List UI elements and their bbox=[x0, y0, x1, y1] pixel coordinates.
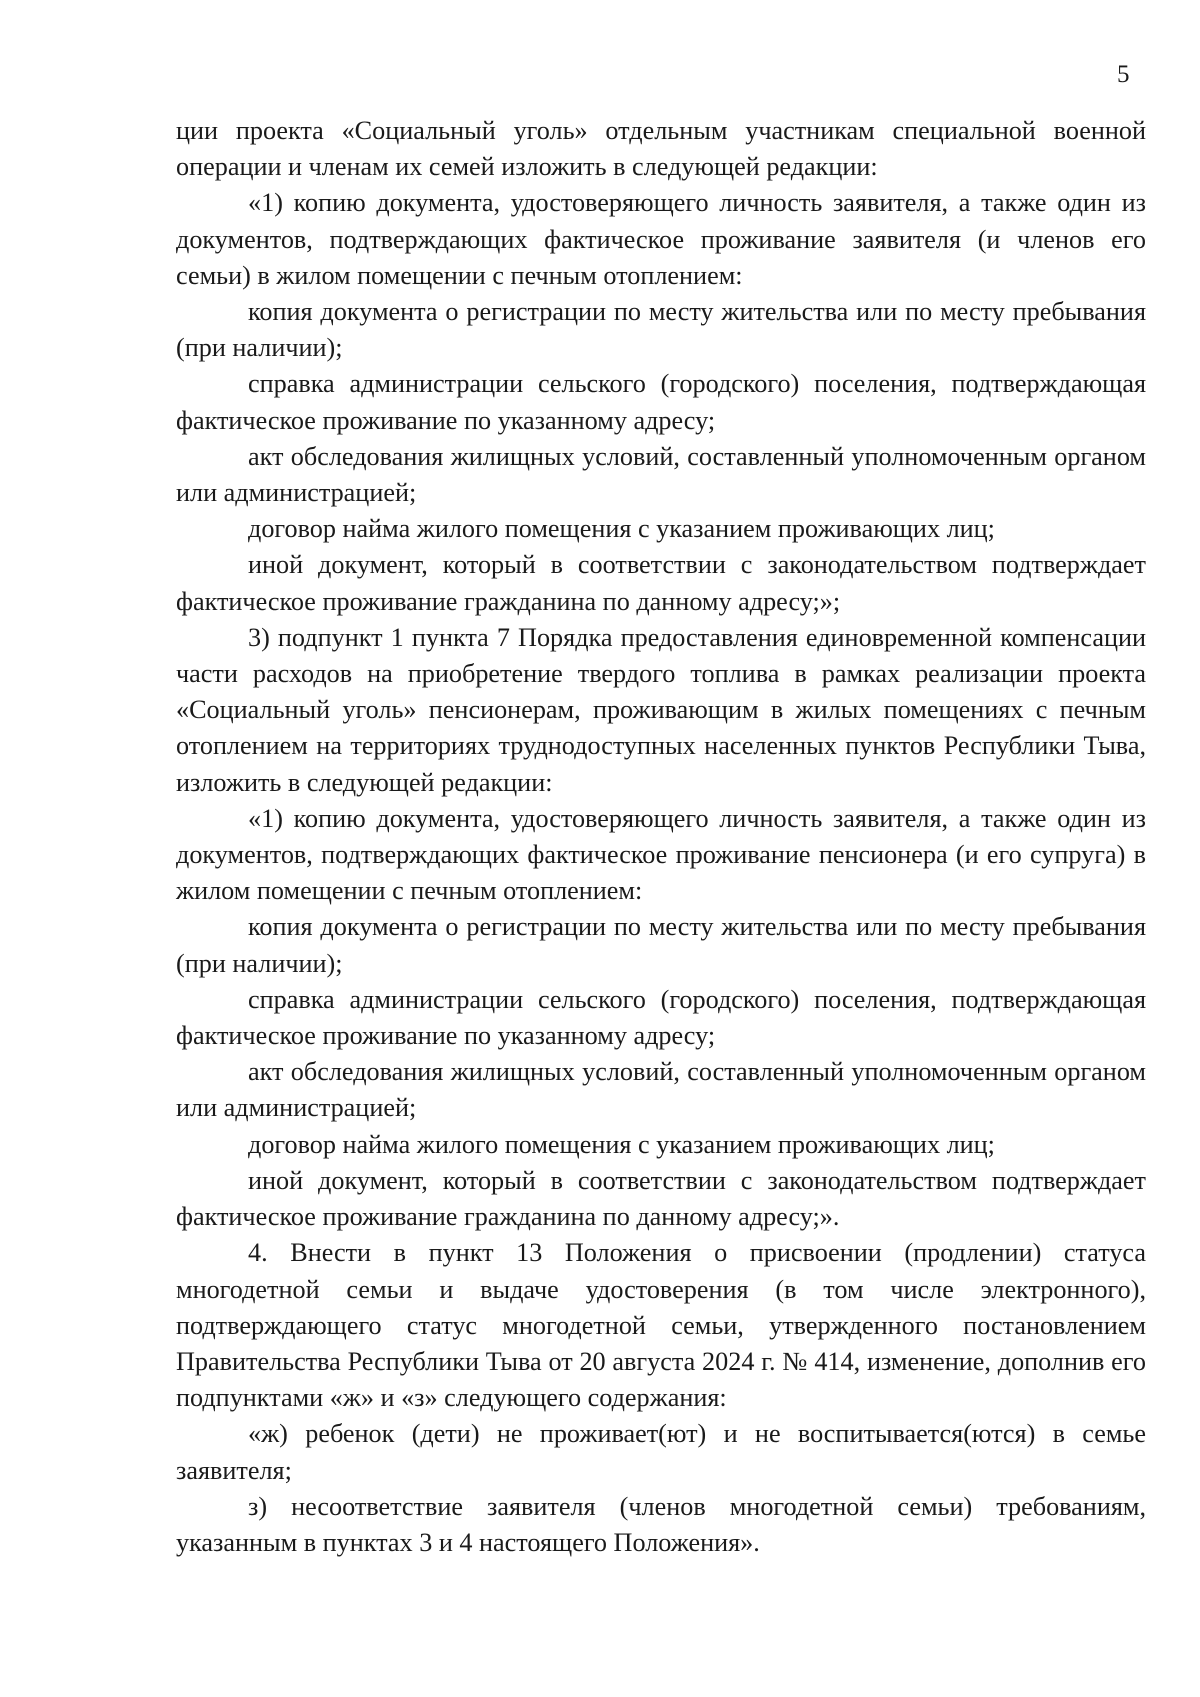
paragraph-subitem-zh: «ж) ребенок (дети) не проживает(ют) и не воспитывается(ются) в семье заявителя; bbox=[176, 1419, 1146, 1485]
paragraph-item-4: 4. Внести в пункт 13 Положения о присвоении (продлении) статуса многодетной семьи и выдаче удостоверения (в том числе электронного), подтверждающего статус многодетной семьи, утвержденного постановлением Правительства Республики Тыва от 20 августа 2024 г. № 414, изменение, дополнив его подпунктами «ж» и «з» следующего содержания: bbox=[176, 1238, 1146, 1413]
paragraph-housing-inspection-act: акт обследования жилищных условий, составленный уполномоченным органом или администрацией; bbox=[176, 441, 1146, 508]
paragraph-lease-agreement: договор найма жилого помещения с указанием проживающих лиц; bbox=[248, 514, 995, 544]
paragraph-continuation: ции проекта «Социальный уголь» отдельным участникам специальной военной операции и членам их семей изложить в следующей редакции: bbox=[176, 116, 1146, 182]
paragraph-housing-inspection-act-2: акт обследования жилищных условий, составленный уполномоченным органом или администрацией; bbox=[176, 1057, 1146, 1123]
paragraph-item-1-svo: «1) копию документа, удостоверяющего личность заявителя, а также один из документов, подтверждающих фактическое проживание заявителя (и членов его семьи) в жилом помещении с печным отоплением: bbox=[176, 188, 1146, 290]
paragraph-settlement-certificate-2: справка администрации сельского (городского) поселения, подтверждающая фактическое проживание по указанному адресу; bbox=[176, 984, 1146, 1051]
paragraph-subitem-3: 3) подпункт 1 пункта 7 Порядка предоставления единовременной компенсации части расходов на приобретение твердого топлива в рамках реализации проекта «Социальный уголь» пенсионерам, проживающим в жилых помещениях с печным отоплением на территориях труднодоступных населенных пунктов Республики Тыва, изложить в следующей редакции: bbox=[176, 622, 1146, 797]
paragraph-registration-copy-2: копия документа о регистрации по месту жительства или по месту пребывания (при наличии); bbox=[176, 912, 1146, 978]
paragraph-item-1-pensioners: «1) копию документа, удостоверяющего личность заявителя, а также один из документов, подтверждающих фактическое проживание пенсионера (и его супруга) в жилом помещении с печным отоплением: bbox=[176, 803, 1146, 906]
document-body bbox=[176, 113, 1146, 1561]
page-number: 5 bbox=[1117, 61, 1130, 88]
paragraph-lease-agreement-2: договор найма жилого помещения с указанием проживающих лиц; bbox=[248, 1129, 995, 1159]
paragraph-registration-copy: копия документа о регистрации по месту жительства или по месту пребывания (при наличии); bbox=[176, 297, 1146, 363]
paragraph-other-document: иной документ, который в соответствии с законодательством подтверждает фактическое проживание гражданина по данному адресу;»; bbox=[176, 550, 1146, 616]
paragraph-settlement-certificate: справка администрации сельского (городского) поселения, подтверждающая фактическое проживание по указанному адресу; bbox=[176, 369, 1146, 435]
paragraph-subitem-z: з) несоответствие заявителя (членов многодетной семьи) требованиям, указанным в пунктах 3 и 4 настоящего Положения». bbox=[176, 1491, 1146, 1557]
paragraph-other-document-2: иной документ, который в соответствии с законодательством подтверждает фактическое проживание гражданина по данному адресу;». bbox=[176, 1165, 1146, 1232]
